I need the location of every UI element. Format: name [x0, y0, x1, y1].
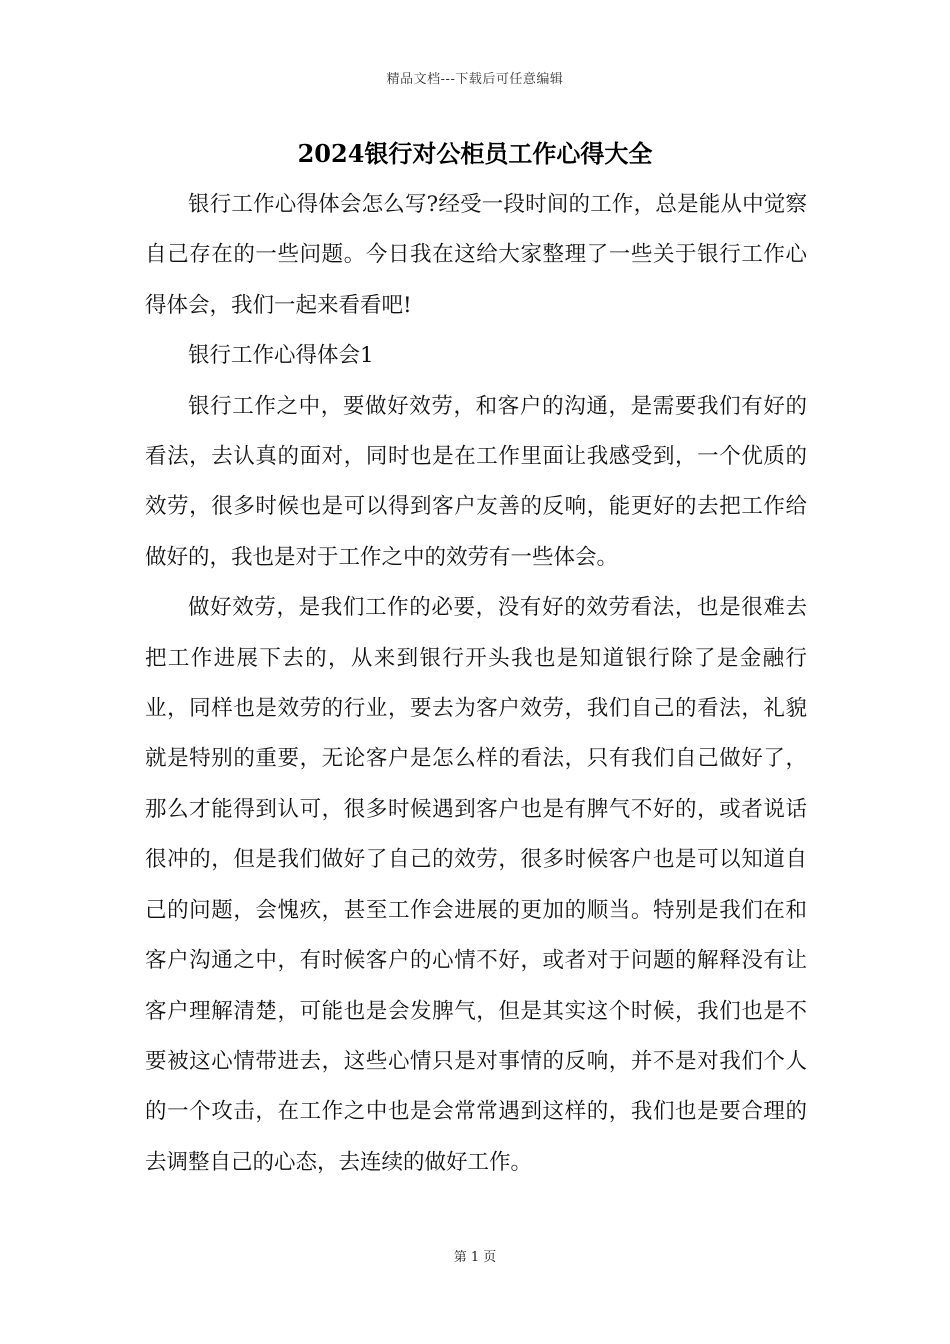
section-heading: 银行工作心得体会1 — [188, 343, 374, 369]
document-body — [145, 180, 807, 1188]
document-title: 2024银行对公柜员工作心得大全 — [297, 139, 653, 168]
paragraph-2: 做好效劳，是我们工作的必要，没有好的效劳看法，也是很难去把工作进展下去的，从来到银行开头我也是知道银行除了是金融行业，同样也是效劳的行业，要去为客户效劳，我们自己的看法，礼貌就是特别的重要，无论客户是怎么样的看法，只有我们自己做好了，那么才能得到认可，很多时候遇到客户也是有脾气不好的，或者说话很冲的，但是我们做好了自己的效劳，很多时候客户也是可以知道自己的问题，会愧疚，甚至工作会进展的更加的顺当。特别是我们在和客户沟通之中，有时候客户的心情不好，或者对于问题的解释没有让客户理解清楚，可能也是会发脾气，但是其实这个时候，我们也是不要被这心情带进去，这些心情只是对事情的反响，并不是对我们个人的一个攻击，在工作之中也是会常常遇到这样的，我们也是要合理的去调整自己的心态，去连续的做好工作。 — [145, 595, 807, 1175]
paragraph-intro: 银行工作心得体会怎么写?经受一段时间的工作，总是能从中觉察自己存在的一些问题。今日我在这给大家整理了一些关于银行工作心得体会，我们一起来看看吧! — [145, 192, 807, 318]
paragraph-1: 银行工作之中，要做好效劳，和客户的沟通，是需要我们有好的看法，去认真的面对，同时也是在工作里面让我感受到，一个优质的效劳，很多时候也是可以得到客户友善的反响，能更好的去把工作给做好的，我也是对于工作之中的效劳有一些体会。 — [145, 393, 807, 570]
page-number: 第 1 页 — [453, 1250, 497, 1265]
page-header: 精品文档---下载后可任意编辑 — [386, 72, 564, 87]
